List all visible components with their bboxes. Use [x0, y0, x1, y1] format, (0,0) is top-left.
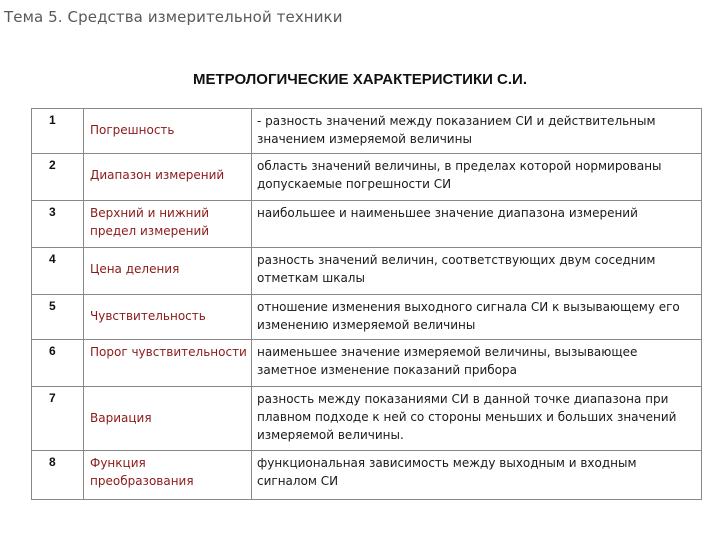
row-number: 5: [32, 295, 84, 340]
table-row: [32, 451, 702, 500]
table-row: [32, 340, 702, 387]
term-cell: Порог чувствительности: [84, 340, 252, 387]
row-number: 7: [32, 387, 84, 451]
term-cell: Вариация: [84, 387, 252, 451]
table-row: [32, 295, 702, 340]
definition-cell: - разность значений между показанием СИ и действительным значением измеряемой величины: [252, 109, 702, 154]
definition-cell: разность значений величин, соответствующих двум соседним отметкам шкалы: [252, 248, 702, 295]
table-row: [32, 109, 702, 154]
table-row: [32, 387, 702, 451]
row-number: 3: [32, 201, 84, 248]
term-cell: Погрешность: [84, 109, 252, 154]
term-cell: Верхний и нижний предел измерений: [84, 201, 252, 248]
term-cell: Диапазон измерений: [84, 154, 252, 201]
row-number: 1: [32, 109, 84, 154]
characteristics-table: [31, 108, 702, 500]
term-cell: Функция преобразования: [84, 451, 252, 500]
term-cell: Чувствительность: [84, 295, 252, 340]
term-cell: Цена деления: [84, 248, 252, 295]
definition-cell: наибольшее и наименьшее значение диапазона измерений: [252, 201, 702, 248]
table-row: [32, 154, 702, 201]
table-heading: МЕТРОЛОГИЧЕСКИЕ ХАРАКТЕРИСТИКИ С.И.: [192, 71, 528, 88]
row-number: 8: [32, 451, 84, 500]
table-row: [32, 248, 702, 295]
table-row: [32, 201, 702, 248]
definition-cell: разность между показаниями СИ в данной точке диапазона при плавном подходе к ней со стороны меньших и больших значений измеряемой величины.: [252, 387, 702, 451]
row-number: 6: [32, 340, 84, 387]
row-number: 4: [32, 248, 84, 295]
definition-cell: наименьшее значение измеряемой величины, вызывающее заметное изменение показаний прибора: [252, 340, 702, 387]
topic-title: Тема 5. Средства измерительной техники: [4, 8, 343, 26]
row-number: 2: [32, 154, 84, 201]
definition-cell: функциональная зависимость между выходным и входным сигналом СИ: [252, 451, 702, 500]
definition-cell: область значений величины, в пределах которой нормированы допускаемые погрешности СИ: [252, 154, 702, 201]
definition-cell: отношение изменения выходного сигнала СИ к вызывающему его изменению измеряемой величины: [252, 295, 702, 340]
